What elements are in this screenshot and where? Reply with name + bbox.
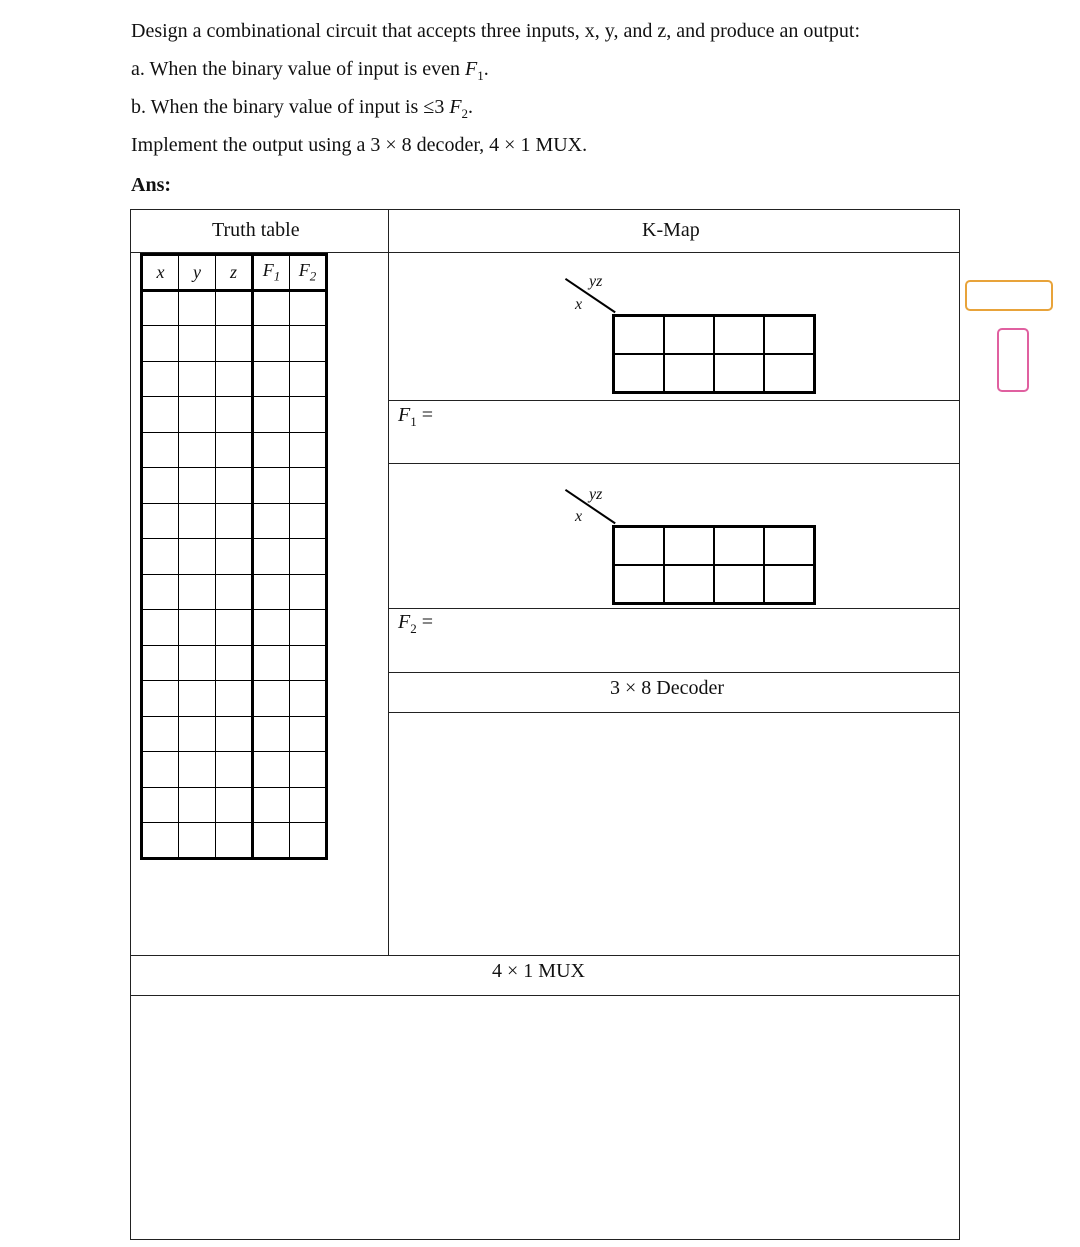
truth-table-cell[interactable] xyxy=(179,468,216,504)
truth-table-cell[interactable] xyxy=(253,752,290,788)
truth-table-row xyxy=(142,361,327,397)
truth-table-cell[interactable] xyxy=(142,468,179,504)
truth-table-row xyxy=(142,787,327,823)
mux-bottom-divider xyxy=(130,995,960,996)
truth-table-header-cell xyxy=(253,255,290,291)
truth-table-cell[interactable] xyxy=(253,290,290,326)
truth-table-row xyxy=(142,574,327,610)
kmap-cell[interactable] xyxy=(664,316,714,355)
decoder-divider xyxy=(388,712,960,713)
truth-table-cell[interactable] xyxy=(253,716,290,752)
truth-table-cell[interactable] xyxy=(253,823,290,859)
truth-table-cell[interactable] xyxy=(290,681,327,717)
truth-table-cell[interactable] xyxy=(216,539,253,575)
f2-top-divider xyxy=(388,608,960,609)
part-a-text: a. When the binary value of input is even xyxy=(131,58,465,80)
truth-table-row xyxy=(142,326,327,362)
truth-table-cell[interactable] xyxy=(142,752,179,788)
truth-table-row xyxy=(142,397,327,433)
part-b-end: . xyxy=(468,96,474,118)
truth-table-cell[interactable] xyxy=(142,503,179,539)
truth-table-cell[interactable] xyxy=(179,574,216,610)
truth-table-cell[interactable] xyxy=(142,397,179,433)
part-a-sub: 1 xyxy=(477,68,484,83)
kmap-cell[interactable] xyxy=(714,316,764,355)
part-a-var: F xyxy=(464,58,478,80)
truth-table-cell[interactable] xyxy=(290,716,327,752)
truth-table-header-cell xyxy=(179,255,216,291)
f1-sub: 1 xyxy=(410,414,417,429)
truth-table-cell[interactable] xyxy=(290,290,327,326)
truth-table-cell[interactable] xyxy=(142,326,179,362)
kmap-row xyxy=(614,527,815,566)
f2-sub: 2 xyxy=(410,621,417,636)
truth-table-cell[interactable] xyxy=(290,432,327,468)
truth-table-cell[interactable] xyxy=(179,539,216,575)
f2-equals: = xyxy=(416,611,433,633)
kmap-cell[interactable] xyxy=(614,316,665,355)
truth-table-cell[interactable] xyxy=(216,290,253,326)
truth-table-header-row xyxy=(142,255,327,291)
truth-table-cell[interactable] xyxy=(216,716,253,752)
truth-table-cell[interactable] xyxy=(142,361,179,397)
truth-table-cell[interactable] xyxy=(253,326,290,362)
kmap2-col-var: yz xyxy=(589,486,603,503)
header-var: F xyxy=(262,259,274,280)
header-var: z xyxy=(229,261,237,282)
truth-table-cell[interactable] xyxy=(142,610,179,646)
truth-table-cell[interactable] xyxy=(216,468,253,504)
kmap-cell[interactable] xyxy=(714,527,764,566)
implement-text: Implement the output using a 3 × 8 decoder, 4 × 1 MUX. xyxy=(131,134,588,156)
header-sub: 2 xyxy=(309,268,317,284)
truth-table-cell[interactable] xyxy=(179,823,216,859)
kmap-f2 xyxy=(612,525,816,605)
part-b-text: b. When the binary value of input is ≤3 xyxy=(131,96,450,118)
highlight-box-orange[interactable] xyxy=(965,280,1053,311)
truth-table-row xyxy=(142,432,327,468)
truth-table-cell[interactable] xyxy=(253,645,290,681)
truth-table-cell[interactable] xyxy=(142,290,179,326)
header-var: y xyxy=(193,261,201,282)
truth-table-cell[interactable] xyxy=(179,787,216,823)
truth-table-cell[interactable] xyxy=(216,574,253,610)
truth-table-cell[interactable] xyxy=(253,787,290,823)
truth-table-cell[interactable] xyxy=(142,574,179,610)
truth-table-cell[interactable] xyxy=(253,610,290,646)
kmap-cell[interactable] xyxy=(764,565,815,604)
kmap-cell[interactable] xyxy=(664,527,714,566)
truth-table-cell[interactable] xyxy=(179,361,216,397)
mux-title: 4 × 1 MUX xyxy=(492,960,585,982)
truth-table-cell[interactable] xyxy=(179,752,216,788)
truth-table-cell[interactable] xyxy=(216,503,253,539)
truth-table-cell[interactable] xyxy=(142,681,179,717)
truth-table-cell[interactable] xyxy=(253,574,290,610)
kmap-cell[interactable] xyxy=(664,354,714,393)
truth-table-cell[interactable] xyxy=(290,468,327,504)
header-var: F xyxy=(298,259,310,280)
truth-table-cell[interactable] xyxy=(253,503,290,539)
truth-table-header-cell xyxy=(216,255,253,291)
implement-line xyxy=(131,134,587,157)
truth-table-cell[interactable] xyxy=(290,574,327,610)
truth-table-cell[interactable] xyxy=(179,645,216,681)
truth-table-row xyxy=(142,290,327,326)
truth-table-header-cell xyxy=(290,255,327,291)
truth-table-cell[interactable] xyxy=(179,681,216,717)
truth-table-row xyxy=(142,752,327,788)
truth-table-cell[interactable] xyxy=(290,823,327,859)
truth-table-cell[interactable] xyxy=(290,539,327,575)
truth-table-cell[interactable] xyxy=(142,716,179,752)
truth-table-row xyxy=(142,823,327,859)
column-divider xyxy=(388,209,389,955)
truth-table-cell[interactable] xyxy=(179,290,216,326)
truth-table-row xyxy=(142,645,327,681)
truth-table-cell[interactable] xyxy=(290,787,327,823)
kmap-cell[interactable] xyxy=(614,527,665,566)
truth-table-row xyxy=(142,503,327,539)
truth-table xyxy=(140,253,328,860)
truth-table-cell[interactable] xyxy=(142,823,179,859)
mux-top-divider xyxy=(130,955,960,956)
f2-var: F xyxy=(398,611,411,633)
truth-table-row xyxy=(142,610,327,646)
truth-table-cell[interactable] xyxy=(216,397,253,433)
part-a xyxy=(131,58,489,84)
truth-table-row xyxy=(142,716,327,752)
truth-table-cell[interactable] xyxy=(142,539,179,575)
truth-table-cell[interactable] xyxy=(253,361,290,397)
truth-table-cell[interactable] xyxy=(290,326,327,362)
truth-table-cell[interactable] xyxy=(290,752,327,788)
kmap-row xyxy=(614,316,815,355)
f2-equation xyxy=(398,611,433,637)
f2-bottom-divider xyxy=(388,672,960,673)
ans-label: Ans: xyxy=(131,174,172,196)
part-b-sub: 2 xyxy=(461,106,469,121)
kmap1-col-var: yz xyxy=(589,273,603,290)
truth-table-cell[interactable] xyxy=(216,752,253,788)
truth-table-cell[interactable] xyxy=(179,397,216,433)
kmap-cell[interactable] xyxy=(614,565,665,604)
intro-text: Design a combinational circuit that accepts three inputs, x, y, and z, and produce an output: xyxy=(131,20,861,42)
truth-table-cell[interactable] xyxy=(142,787,179,823)
truth-table-cell[interactable] xyxy=(142,645,179,681)
f1-bottom-divider xyxy=(388,463,960,464)
kmap-f1 xyxy=(612,314,816,394)
header-sub: 1 xyxy=(273,268,281,284)
kmap-cell[interactable] xyxy=(764,354,815,393)
kmap1-row-var: x xyxy=(575,296,583,313)
truth-table-title: Truth table xyxy=(212,219,300,241)
truth-table-row xyxy=(142,539,327,575)
f1-var: F xyxy=(398,404,411,426)
kmap-cell[interactable] xyxy=(764,527,815,566)
truth-table-cell[interactable] xyxy=(216,361,253,397)
truth-table-cell[interactable] xyxy=(179,503,216,539)
kmap-cell[interactable] xyxy=(614,354,665,393)
truth-table-cell[interactable] xyxy=(216,326,253,362)
decoder-title: 3 × 8 Decoder xyxy=(610,677,725,699)
truth-table-header-cell xyxy=(142,255,179,291)
truth-table-cell[interactable] xyxy=(179,610,216,646)
truth-table-cell[interactable] xyxy=(179,716,216,752)
header-var: x xyxy=(156,261,165,282)
truth-table-cell[interactable] xyxy=(216,787,253,823)
truth-table-cell[interactable] xyxy=(253,681,290,717)
kmap-cell[interactable] xyxy=(664,565,714,604)
part-a-end: . xyxy=(483,58,489,80)
part-b-var: F xyxy=(449,96,462,118)
truth-table-cell[interactable] xyxy=(290,361,327,397)
truth-table-row xyxy=(142,681,327,717)
f1-top-divider xyxy=(388,400,960,401)
f1-equation xyxy=(398,404,433,430)
truth-table-cell[interactable] xyxy=(253,432,290,468)
truth-table-cell[interactable] xyxy=(216,681,253,717)
kmap-title: K-Map xyxy=(642,219,700,241)
truth-table-cell[interactable] xyxy=(253,468,290,504)
truth-table-cell[interactable] xyxy=(290,503,327,539)
truth-table-cell[interactable] xyxy=(142,432,179,468)
truth-table-cell[interactable] xyxy=(179,326,216,362)
f1-equals: = xyxy=(416,404,433,426)
highlight-box-pink[interactable] xyxy=(997,328,1029,392)
kmap-cell[interactable] xyxy=(714,565,764,604)
truth-table-cell[interactable] xyxy=(216,823,253,859)
truth-table-cell[interactable] xyxy=(290,397,327,433)
kmap-cell[interactable] xyxy=(714,354,764,393)
truth-table-cell[interactable] xyxy=(253,397,290,433)
truth-table-cell[interactable] xyxy=(253,539,290,575)
question-intro xyxy=(131,20,860,43)
truth-table-cell[interactable] xyxy=(290,610,327,646)
part-b xyxy=(131,96,473,122)
truth-table-cell[interactable] xyxy=(216,432,253,468)
truth-table-cell[interactable] xyxy=(179,432,216,468)
kmap-row xyxy=(614,565,815,604)
truth-table-cell[interactable] xyxy=(216,645,253,681)
truth-table-cell[interactable] xyxy=(216,610,253,646)
truth-table-row xyxy=(142,468,327,504)
kmap-cell[interactable] xyxy=(764,316,815,355)
kmap2-row-var: x xyxy=(575,508,583,525)
kmap-row xyxy=(614,354,815,393)
truth-table-cell[interactable] xyxy=(290,645,327,681)
